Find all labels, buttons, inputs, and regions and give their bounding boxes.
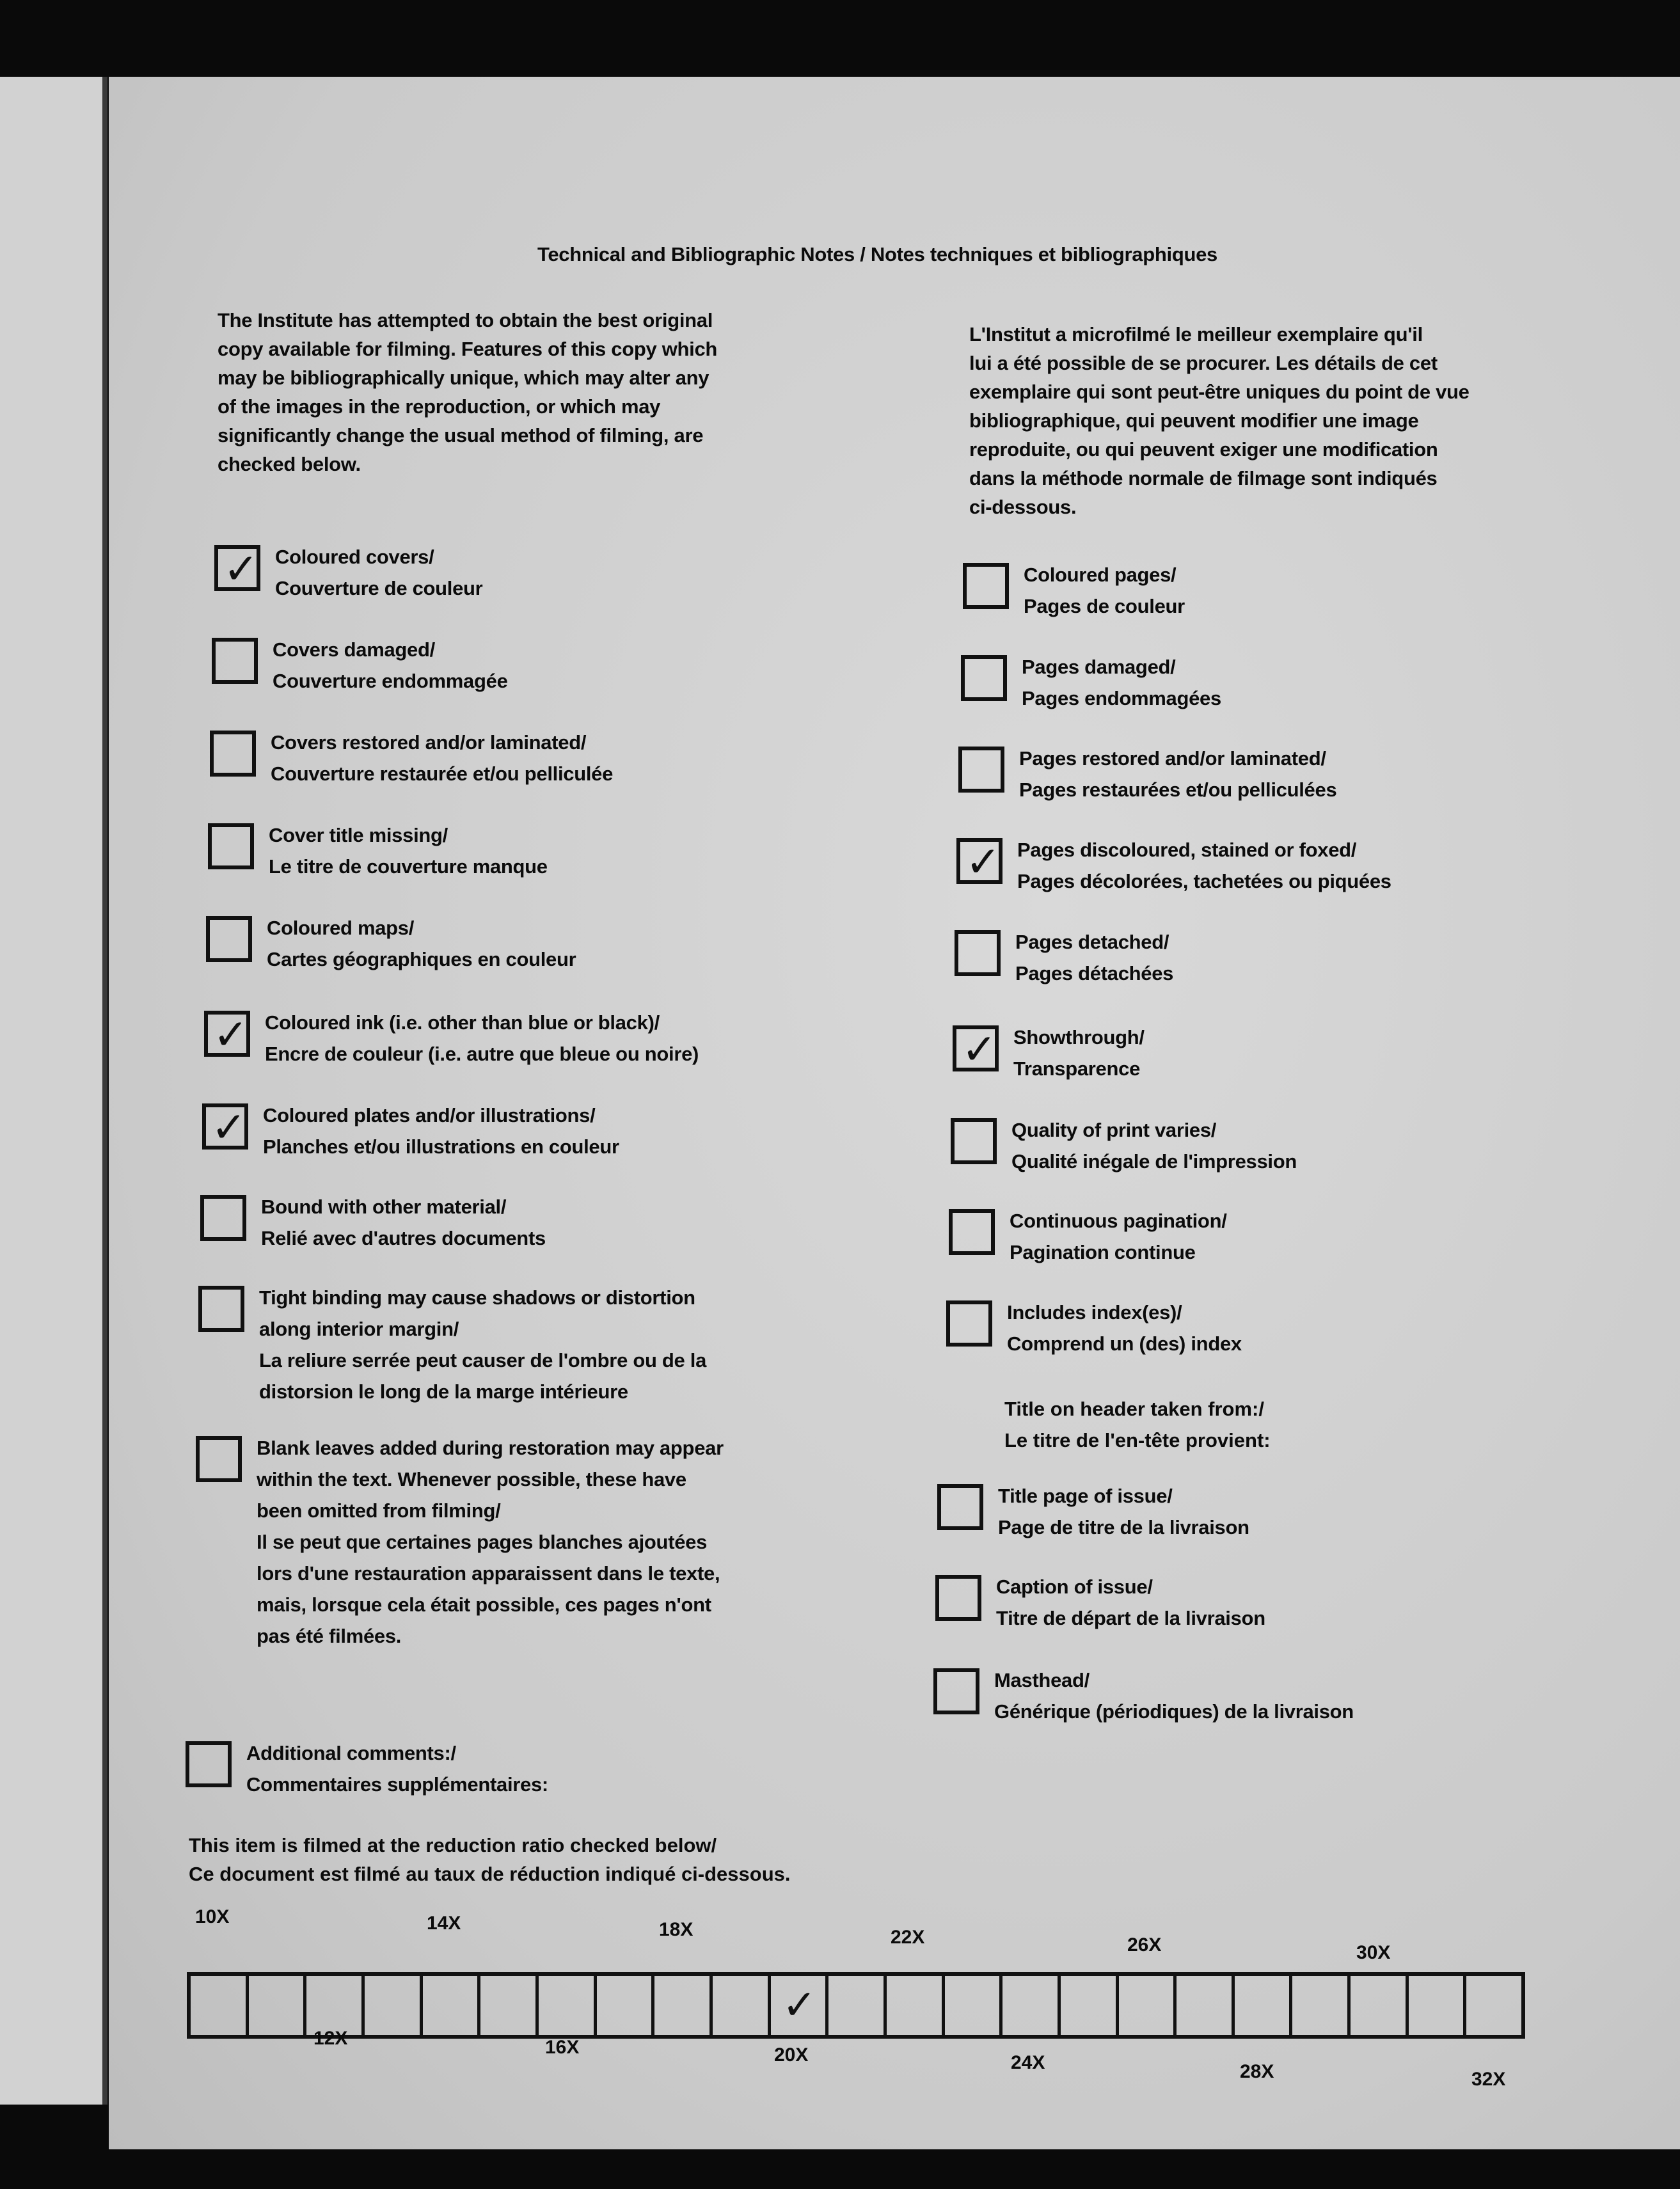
checkbox-label: [257, 1432, 724, 1652]
ratio-cell[interactable]: [1409, 1976, 1467, 2035]
checkbox[interactable]: [958, 747, 1004, 793]
checkbox[interactable]: [214, 544, 260, 594]
label-line: Quality of print varies/: [1011, 1119, 1217, 1141]
label-line: Cartes géographiques en couleur: [267, 948, 576, 970]
checkbox[interactable]: [951, 1118, 997, 1164]
checkbox[interactable]: [961, 655, 1007, 701]
label-line: Coloured plates and/or illustrations/: [263, 1104, 596, 1126]
label-line: Pages restored and/or laminated/: [1019, 747, 1326, 770]
checkbox-label: [1022, 651, 1221, 714]
checkbox-label: [998, 1480, 1249, 1543]
label-line: Pages discoloured, stained or foxed/: [1017, 839, 1357, 861]
header-source-line: Le titre de l'en-tête provient:: [1004, 1429, 1271, 1451]
checkbox-label: [246, 1737, 548, 1800]
label-line: Couverture restaurée et/ou pelliculée: [271, 763, 614, 785]
checkbox[interactable]: [949, 1209, 995, 1255]
label-line: mais, lorsque cela était possible, ces pages n'ont: [257, 1593, 711, 1616]
label-line: Il se peut que certaines pages blanches ajoutées: [257, 1531, 708, 1553]
label-line: Page de titre de la livraison: [998, 1516, 1249, 1538]
ratio-label-top: 18X: [659, 1919, 693, 1940]
checkbox[interactable]: [198, 1286, 244, 1332]
ratio-cell[interactable]: [1002, 1976, 1061, 2035]
ratio-cell[interactable]: [828, 1976, 887, 2035]
label-line: Couverture de couleur: [275, 577, 483, 599]
label-line: Masthead/: [994, 1669, 1090, 1691]
checkbox-label: [263, 1100, 619, 1162]
label-line: distorsion le long de la marge intérieure: [259, 1380, 628, 1403]
label-line: Encre de couleur (i.e. autre que bleue ou noire): [265, 1043, 699, 1065]
checkbox-label: [1010, 1205, 1227, 1268]
ratio-cell[interactable]: [480, 1976, 539, 2035]
ratio-cell[interactable]: [771, 1976, 829, 2035]
label-line: Blank leaves added during restoration may appear: [257, 1437, 724, 1459]
label-line: pas été filmées.: [257, 1625, 402, 1647]
label-line: Pages détachées: [1015, 962, 1174, 984]
checkbox[interactable]: [933, 1668, 979, 1714]
label-line: Coloured covers/: [275, 546, 434, 568]
ratio-cell[interactable]: [1351, 1976, 1409, 2035]
label-line: Pagination continue: [1010, 1241, 1196, 1263]
checkbox[interactable]: [937, 1484, 983, 1530]
ratio-cell[interactable]: [249, 1976, 307, 2035]
label-line: Couverture endommagée: [273, 670, 508, 692]
ratio-cell[interactable]: [597, 1976, 655, 2035]
label-line: Caption of issue/: [996, 1576, 1153, 1598]
ratio-cell[interactable]: [887, 1976, 945, 2035]
ratio-cell[interactable]: [423, 1976, 481, 2035]
label-line: Pages restaurées et/ou pelliculées: [1019, 778, 1337, 801]
ratio-cell[interactable]: [1119, 1976, 1177, 2035]
label-line: been omitted from filming/: [257, 1499, 501, 1522]
label-line: Générique (périodiques) de la livraison: [994, 1700, 1354, 1723]
label-line: La reliure serrée peut causer de l'ombre ou de la: [259, 1349, 707, 1371]
intro-french: L'Institut a microfilmé le meilleur exemplaire qu'il lui a été possible de se procurer. Les détails de cet exemplaire qui sont peut-être uniques du point de vue bibliographique, qui peuvent modifier une image reproduite, ou qui peuvent exiger une modification dans la méthode normale de filmage sont indiqués ci-dessous.: [969, 323, 1470, 518]
ratio-label-bottom: 24X: [1011, 2052, 1045, 2073]
check-mark-icon: ✓: [223, 544, 259, 594]
label-line: Coloured maps/: [267, 917, 415, 939]
ratio-cell[interactable]: [1177, 1976, 1235, 2035]
ratio-cell[interactable]: [365, 1976, 423, 2035]
ratio-cell[interactable]: [1061, 1976, 1119, 2035]
label-line: Planches et/ou illustrations en couleur: [263, 1135, 619, 1158]
checkbox-label: [1007, 1297, 1242, 1359]
checkbox[interactable]: [196, 1436, 242, 1482]
checkbox[interactable]: [208, 823, 254, 869]
checkbox-label: [261, 1191, 546, 1254]
ratio-label-top: 26X: [1127, 1934, 1162, 1956]
label-line: Continuous pagination/: [1010, 1210, 1227, 1232]
checkbox[interactable]: [953, 1025, 999, 1074]
checkbox[interactable]: [204, 1011, 250, 1057]
checkbox[interactable]: [935, 1575, 981, 1621]
label-line: Pages detached/: [1015, 931, 1169, 953]
ratio-label-top: 30X: [1356, 1942, 1391, 1963]
reduction-note-line: Ce document est filmé au taux de réduction indiqué ci-dessous.: [189, 1863, 791, 1885]
label-line: Includes index(es)/: [1007, 1301, 1182, 1324]
check-mark-icon: ✓: [213, 1010, 249, 1059]
label-line: Bound with other material/: [261, 1196, 507, 1218]
check-mark-icon: ✓: [782, 1982, 817, 2029]
checkbox[interactable]: [946, 1300, 992, 1347]
label-line: Titre de départ de la livraison: [996, 1607, 1265, 1629]
label-line: Covers restored and/or laminated/: [271, 731, 587, 754]
ratio-cell[interactable]: [654, 1976, 713, 2035]
ratio-cell[interactable]: [1292, 1976, 1351, 2035]
checkbox[interactable]: [210, 731, 256, 777]
checkbox[interactable]: [956, 837, 1002, 887]
label-line: Qualité inégale de l'impression: [1011, 1150, 1297, 1173]
checkbox-label: [1015, 926, 1173, 989]
checkbox[interactable]: [955, 930, 1001, 976]
checkbox-label: [996, 1571, 1265, 1634]
checkbox-label: [267, 912, 576, 975]
checkbox[interactable]: [186, 1741, 232, 1787]
checkbox[interactable]: [206, 916, 252, 962]
label-line: Pages décolorées, tachetées ou piquées: [1017, 870, 1391, 892]
label-line: Pages damaged/: [1022, 656, 1176, 678]
checkbox[interactable]: [963, 563, 1009, 609]
label-line: Coloured ink (i.e. other than blue or black)/: [265, 1011, 660, 1034]
label-line: lors d'une restauration apparaissent dans le texte,: [257, 1562, 720, 1584]
ratio-label-bottom: 12X: [313, 2028, 348, 2049]
label-line: Commentaires supplémentaires:: [246, 1773, 548, 1796]
label-line: Cover title missing/: [269, 824, 448, 846]
ratio-label-top: 22X: [891, 1927, 925, 1948]
checkbox[interactable]: [202, 1103, 248, 1150]
label-line: Le titre de couverture manque: [269, 855, 548, 878]
ratio-cell[interactable]: [306, 1976, 365, 2035]
reduction-note-line: This item is filmed at the reduction ratio checked below/: [189, 1834, 717, 1856]
header-source-line: Title on header taken from:/: [1004, 1398, 1264, 1420]
label-line: Comprend un (des) index: [1007, 1332, 1242, 1355]
label-line: Transparence: [1013, 1057, 1141, 1080]
label-line: Covers damaged/: [273, 638, 435, 661]
checkbox-label: [269, 819, 548, 882]
ratio-cell[interactable]: [945, 1976, 1003, 2035]
label-line: Tight binding may cause shadows or distortion: [259, 1286, 695, 1309]
checkbox-label: [273, 634, 508, 697]
label-line: within the text. Whenever possible, these have: [257, 1468, 686, 1490]
checkbox-label: [1024, 559, 1185, 622]
label-line: Title page of issue/: [998, 1485, 1173, 1507]
checkbox-label: [1017, 834, 1391, 897]
intro-english: The Institute has attempted to obtain the best original copy available for filming. Features of this copy which may be bibliographically unique, which may alter any of the images in the reproduction, or which may significantly change the usual method of filming, are checked below.: [218, 309, 718, 475]
ratio-cell[interactable]: [1466, 1976, 1521, 2035]
ratio-label-top: 14X: [427, 1913, 461, 1934]
checkbox-label: [1011, 1114, 1297, 1177]
reduction-ratio-scale: [187, 1972, 1525, 2039]
checkbox-label: [275, 541, 482, 604]
label-line: Coloured pages/: [1024, 564, 1177, 586]
label-line: Pages de couleur: [1024, 595, 1185, 617]
checkbox-label: [265, 1007, 699, 1070]
label-line: Relié avec d'autres documents: [261, 1227, 546, 1249]
label-line: Additional comments:/: [246, 1742, 456, 1764]
check-mark-icon: ✓: [211, 1103, 247, 1152]
ratio-cell[interactable]: [191, 1976, 249, 2035]
checkbox-label: [1019, 743, 1336, 805]
adjacent-page-strip: [0, 77, 107, 2105]
ratio-label-bottom: 16X: [545, 2037, 580, 2058]
ratio-label-bottom: 20X: [774, 2044, 809, 2066]
ratio-cell[interactable]: [1235, 1976, 1293, 2035]
checkbox[interactable]: [200, 1195, 246, 1241]
ratio-cell[interactable]: [539, 1976, 597, 2035]
page-title: Technical and Bibliographic Notes / Notes techniques et bibliographiques: [537, 243, 1217, 265]
ratio-label-bottom: 32X: [1471, 2069, 1506, 2090]
reduction-note: [189, 1831, 791, 1888]
checkbox-label: [271, 727, 613, 789]
ratio-cell[interactable]: [713, 1976, 771, 2035]
label-line: along interior margin/: [259, 1318, 459, 1340]
header-source-note: [1004, 1393, 1271, 1456]
checkbox-label: [259, 1282, 706, 1407]
check-mark-icon: ✓: [962, 1025, 997, 1074]
check-mark-icon: ✓: [965, 837, 1001, 887]
checkbox-label: [1013, 1022, 1145, 1084]
checkbox[interactable]: [212, 638, 258, 684]
ratio-label-top: 10X: [195, 1906, 230, 1927]
label-line: Showthrough/: [1013, 1026, 1145, 1048]
checkbox-label: [994, 1664, 1354, 1727]
ratio-label-bottom: 28X: [1240, 2061, 1274, 2082]
label-line: Pages endommagées: [1022, 687, 1221, 709]
